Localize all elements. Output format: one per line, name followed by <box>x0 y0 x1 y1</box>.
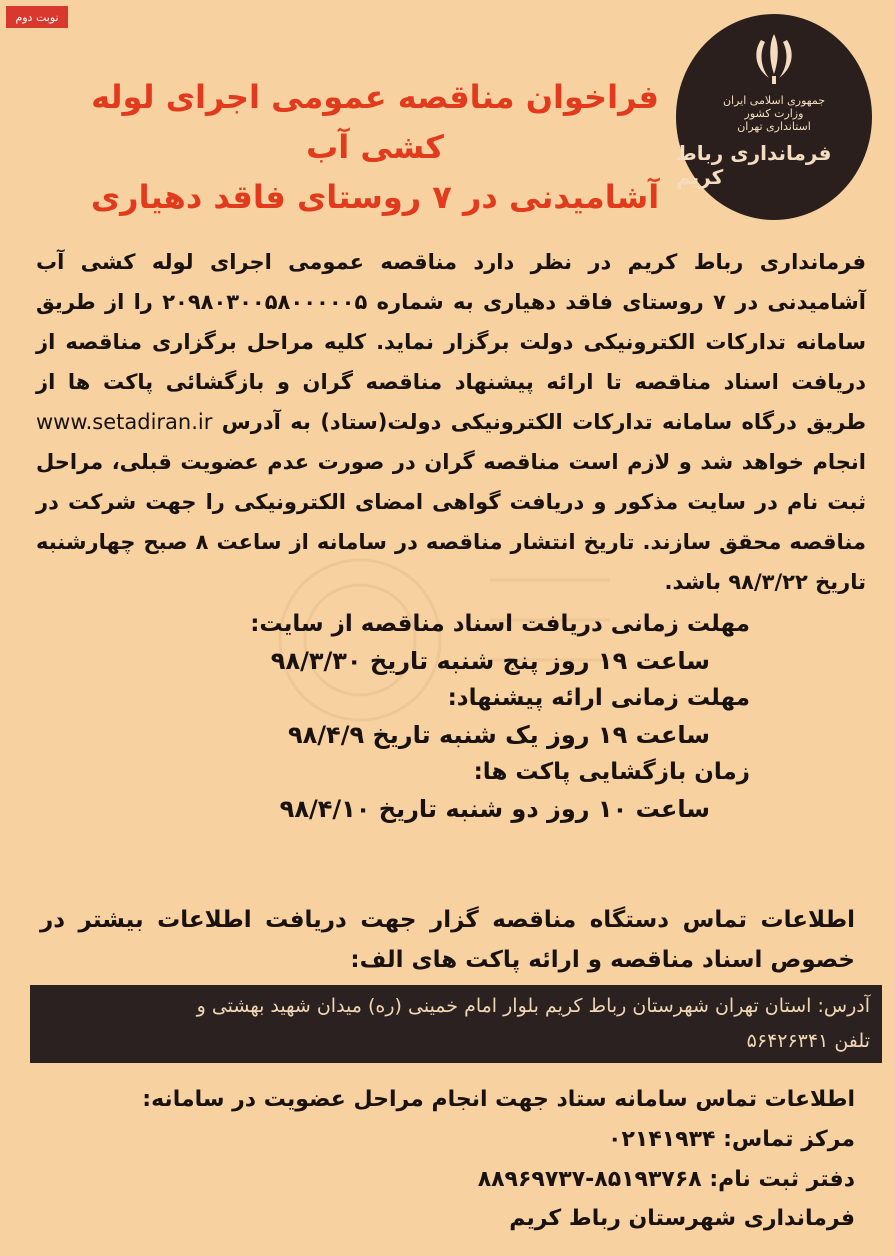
call-center-number: مرکز تماس: ۰۲۱۴۱۹۳۴ <box>608 1127 855 1152</box>
tenderer-contact-info: اطلاعات تماس دستگاه مناقصه گزار جهت دریافت اطلاعات بیشتر در خصوص اسناد مناقصه و ارائه پاکت های الف: <box>40 907 855 973</box>
description-part-2: انجام خواهد شد و لازم است مناقصه گران در صورت عدم عضویت قبلی، مراحل ثبت نام در سایت مذکور و دریافت گواهی امضای الکترونیکی را جهت شرکت در مناقصه محقق سازند. تاریخ انتشار مناقصه در سامانه از ساعت ۸ صبح چهارشنبه تاریخ ۹۸/۳/۲۲ باشد. <box>36 450 866 594</box>
phone-text: تلفن ۵۶۴۲۶۳۴۱ <box>746 1030 870 1052</box>
tender-title <box>90 72 660 222</box>
logo-line-ministry: وزارت کشور <box>744 107 804 120</box>
setad-contact-section <box>40 1080 855 1200</box>
logo-line-province: استانداری تهران <box>737 120 811 133</box>
address-bar <box>30 985 882 1063</box>
opening-time-label: زمان بازگشایی پاکت ها: <box>473 759 750 785</box>
title-line-1: فراخوان مناقصه عمومی اجرای لوله کشی آب <box>91 78 659 166</box>
logo-line-country: جمهوری اسلامی ایران <box>722 94 826 107</box>
doc-deadline-label: مهلت زمانی دریافت اسناد مناقصه از سایت: <box>250 611 750 637</box>
tender-description <box>36 242 866 602</box>
setad-contact-heading: اطلاعات تماس سامانه ستاد جهت انجام مراحل عضویت در سامانه: <box>142 1087 855 1112</box>
description-part-1: فرمانداری رباط کریم در نظر دارد مناقصه عمومی اجرای لوله کشی آب آشامیدنی در ۷ روستای فاقد دهیاری به شماره ۲۰۹۸۰۳۰۰۵۸۰۰۰۰۰۵ را از طریق سامانه تدارکات الکترونیکی دولت برگزار نماید. کلیه مراحل برگزاری مناقصه از دریافت اسناد مناقصه تا ارائه پیشنهاد مناقصه گران و بازگشائی پاکت ها از طریق درگاه سامانه تدارکات الکترونیکی دولت(ستاد) به آدرس <box>36 250 867 434</box>
title-line-2: آشامیدنی در ۷ روستای فاقد دهیاری <box>90 178 660 216</box>
address-text: آدرس: استان تهران شهرستان رباط کریم بلوار امام خمینی (ره) میدان شهید بهشتی و <box>196 995 870 1017</box>
governorate-logo <box>676 14 872 220</box>
doc-deadline-value: ساعت ۱۹ روز پنج شنبه تاریخ ۹۸/۳/۳۰ <box>270 647 710 675</box>
offer-deadline-value: ساعت ۱۹ روز یک شنبه تاریخ ۹۸/۴/۹ <box>287 721 710 749</box>
notice-round-badge: نوبت دوم <box>6 6 68 28</box>
deadlines-section <box>150 606 750 828</box>
logo-line-governorate: فرمانداری رباط کریم <box>676 141 832 189</box>
registration-office-number: دفتر ثبت نام: ۸۵۱۹۳۷۶۸-۸۸۹۶۹۷۳۷ <box>477 1167 855 1192</box>
setad-website-link[interactable]: www.setadiran.ir <box>36 410 213 434</box>
opening-time-value: ساعت ۱۰ روز دو شنبه تاریخ ۹۸/۴/۱۰ <box>279 795 710 823</box>
offer-deadline-label: مهلت زمانی ارائه پیشنهاد: <box>447 685 750 711</box>
issuer-signature: فرمانداری شهرستان رباط کریم <box>509 1206 855 1231</box>
iran-emblem-icon <box>747 30 801 88</box>
